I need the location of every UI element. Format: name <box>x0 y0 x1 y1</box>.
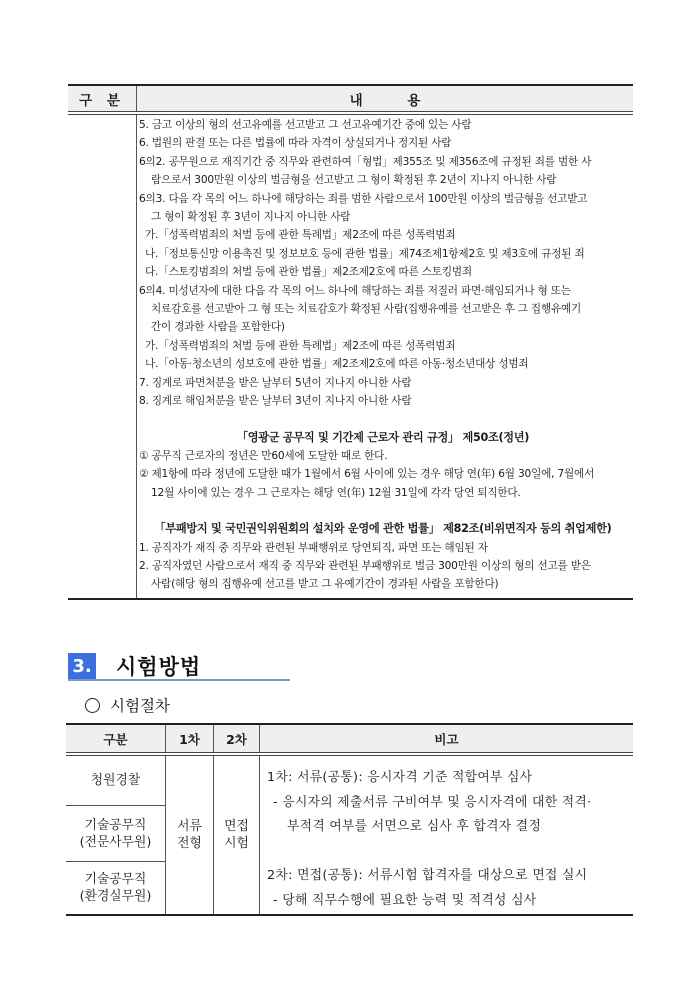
law-item: ② 제1항에 따라 정년에 도달한 때가 1월에서 6월 사이에 있는 경우 해당 연(年) 6월 30일에, 7월에서 <box>139 468 595 481</box>
section-title: 시험방법 <box>116 655 202 679</box>
stage2-line: 시험 <box>224 836 249 851</box>
content-line: 가.「성폭력범죄의 처벌 등에 관한 특례법」제2조에 따른 성폭력범죄 <box>145 339 456 352</box>
spacer <box>139 411 627 429</box>
disqualification-table <box>68 84 633 600</box>
subsection-heading <box>85 694 170 716</box>
stage1-line: 서류 <box>177 819 202 834</box>
content-line: 람으로서 300만원 이상의 벌금형을 선고받고 그 형이 확정된 후 2년이 지나지 아니한 사람 <box>151 174 557 187</box>
content-line: 8. 징계로 해임처분을 받은 날부터 3년이 지나지 아니한 사람 <box>139 395 412 408</box>
content-line: 7. 징계로 파면처분을 받은 날부터 5년이 지나지 아니한 사람 <box>139 376 412 389</box>
section-number-badge: 3. <box>68 653 96 679</box>
content-line: 다.「스토킹범죄의 처벌 등에 관한 법률」제2조제2호에 따른 스토킹범죄 <box>145 266 472 279</box>
category-detail: (환경실무원) <box>79 889 152 904</box>
content-line: 그 형이 확정된 후 3년이 지나지 아니한 사람 <box>151 211 351 224</box>
header-notes: 비고 <box>434 731 459 747</box>
category-cell <box>66 806 165 862</box>
spacer <box>139 502 627 520</box>
content-line: 6의4. 미성년자에 대한 다음 각 목의 어느 하나에 해당하는 죄를 저질러 파면·해임되거나 형 또는 <box>139 284 571 297</box>
law-title-retirement: 「영광군 공무직 및 기간제 근로자 관리 규정」 제50조(정년) <box>236 430 530 444</box>
table-header-row <box>68 86 633 111</box>
circle-bullet-icon <box>85 698 100 713</box>
header-stage2: 2차 <box>214 725 260 752</box>
category-cell <box>66 862 165 914</box>
spacer <box>267 840 629 865</box>
stage2-line: 면접 <box>224 819 249 834</box>
category-column <box>66 756 166 914</box>
content-line: 나.「아동·청소년의 성보호에 관한 법률」제2조제2호에 따른 아동·청소년대상 성범죄 <box>145 358 529 371</box>
law-item: 사람(해당 형의 집행유예 선고를 받고 그 유예기간이 경과된 사람을 포함한다) <box>151 578 499 591</box>
subsection-title: 시험절차 <box>110 697 170 715</box>
note-line: 부적격 여부를 서면으로 심사 후 합격자 결정 <box>287 819 542 834</box>
law-item: 12월 사이에 있는 경우 그 근로자는 해당 연(年) 12월 31일에 각각 당연 퇴직한다. <box>151 486 521 499</box>
content-line: 6의2. 공무원으로 재직기간 중 직무와 관련하여「형법」제355조 및 제356조에 규정된 죄를 범한 사 <box>139 155 592 168</box>
section-underline <box>68 679 290 681</box>
category-cell <box>68 115 137 598</box>
content-line: 나.「정보통신망 이용촉진 및 정보보호 등에 관한 법률」제74조제1항제2호 및 제3호에 규정된 죄 <box>145 247 585 260</box>
law-item: 1. 공직자가 재직 중 직무와 관련된 부패행위로 당연퇴직, 파면 또는 해임된 자 <box>139 541 488 554</box>
exam-procedure-table <box>66 723 633 916</box>
note-line: - 응시자의 제출서류 구비여부 및 응시자격에 대한 적격· <box>273 794 592 810</box>
header-stage1: 1차 <box>166 725 214 752</box>
content-line: 6의3. 다음 각 목의 어느 하나에 해당하는 죄를 범한 사람으로서 100만원 이상의 벌금형을 선고받고 <box>139 192 588 205</box>
notes-cell <box>260 756 633 914</box>
stage1-cell <box>166 756 214 914</box>
header-category: 구분 <box>66 725 166 752</box>
header-category: 구 분 <box>68 86 137 111</box>
note-line: - 당해 직무수행에 필요한 능력 및 적격성 심사 <box>273 892 537 908</box>
note-line: 2차: 면접(공통): 서류시험 합격자를 대상으로 면접 실시 <box>267 868 588 883</box>
header-content: 내 용 <box>349 92 421 109</box>
note-line: 1차: 서류(공통): 응시자격 기준 적합여부 심사 <box>267 770 533 785</box>
content-line: 가.「성폭력범죄의 처벌 등에 관한 특례법」제2조에 따른 성폭력범죄 <box>145 229 456 242</box>
law-title-anticorruption: 「부패방지 및 국민권익위원회의 설치와 운영에 관한 법률」 제82조(비위면직자 등의 취업제한) <box>154 522 612 536</box>
content-line: 5. 금고 이상의 형의 선고유예를 선고받고 그 선고유예기간 중에 있는 사람 <box>139 119 472 131</box>
content-cell <box>137 115 633 598</box>
law-item: ① 공무직 근로자의 정년은 만60세에 도달한 때로 한다. <box>139 449 388 462</box>
table-header-row <box>66 725 633 752</box>
category-detail: (전문사무원) <box>79 834 152 850</box>
content-line: 간이 경과한 사람을 포함한다) <box>151 321 285 334</box>
category-name: 기술공무직 <box>84 872 147 887</box>
category-cell <box>66 756 165 806</box>
table-body <box>66 756 633 916</box>
stage2-cell <box>214 756 260 914</box>
content-line: 6. 법원의 판결 또는 다른 법률에 따라 자격이 상실되거나 정지된 사람 <box>139 137 452 150</box>
section-heading <box>68 651 290 681</box>
category-name: 청원경찰 <box>90 773 141 788</box>
category-name: 기술공무직 <box>84 817 147 833</box>
stage1-line: 전형 <box>177 836 202 851</box>
content-line: 치료감호를 선고받아 그 형 또는 치료감호가 확정된 사람(집행유예를 선고받은 후 그 집행유예기 <box>151 303 582 316</box>
table-body-row <box>68 115 633 600</box>
law-item: 2. 공직자였던 사람으로서 재직 중 직무와 관련된 부패행위로 벌금 300만원 이상의 형의 선고를 받은 <box>139 559 591 572</box>
